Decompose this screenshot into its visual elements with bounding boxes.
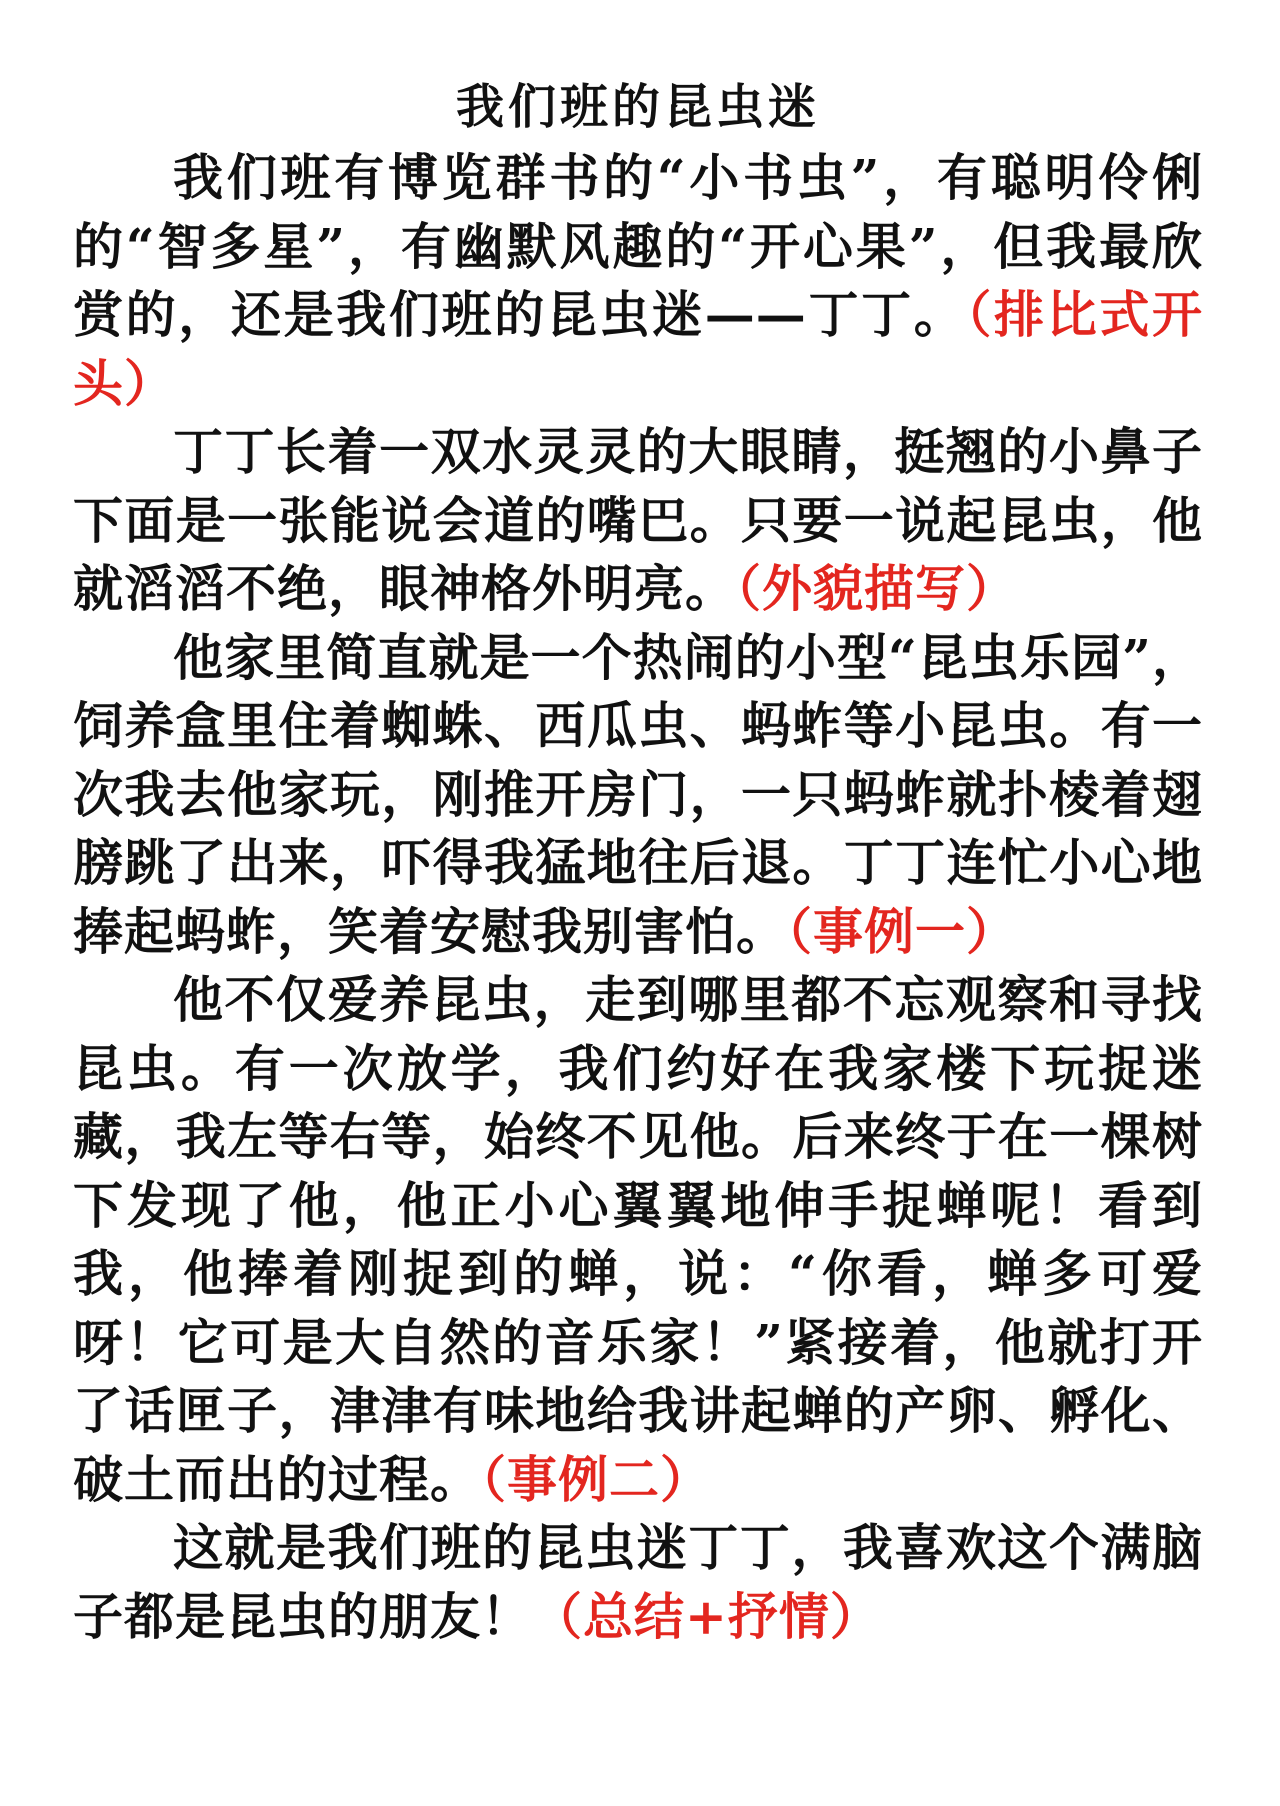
paragraph-text: 丁丁长着一双水灵灵的大眼睛，挺翘的小鼻子下面是一张能说会道的嘴巴。只要一说起昆虫，他就滔滔不绝，眼神格外明亮。 — [73, 422, 1203, 618]
annotation-note: （事例一） — [787, 901, 1017, 961]
paragraph-text: 他家里简直就是一个热闹的小型“昆虫乐园”，饲养盒里住着蜘蛛、西瓜虫、蚂蚱等小昆虫。有一次我去他家玩，刚推开房门，一只蚂蚱就扑棱着翅膀跳了出来，吓得我猛地往后退。丁丁连忙小心地捧起蚂蚱，笑着安慰我别害怕。 — [73, 627, 1203, 961]
annotation-note: （事例二） — [481, 1449, 711, 1509]
annotation-note: （总结+抒情） — [532, 1586, 881, 1646]
paragraph-opening — [73, 144, 1203, 418]
paragraph-text: 他不仅爱养昆虫，走到哪里都不忘观察和寻找昆虫。有一次放学，我们约好在我家楼下玩捉迷藏，我左等右等，始终不见他。后来终于在一棵树下发现了他，他正小心翼翼地伸手捉蝉呢！看到我，他捧着刚捉到的蝉，说：“你看，蝉多可爱呀！它可是大自然的音乐家！”紧接着，他就打开了话匣子，津津有味地给我讲起蝉的产卵、孵化、破土而出的过程。 — [73, 970, 1203, 1509]
essay-title: 我们班的昆虫迷 — [455, 79, 820, 135]
essay — [73, 72, 1203, 1651]
annotation-note: （外貌描写） — [736, 559, 1017, 618]
annotation-note: （排比式开头） — [73, 285, 1204, 413]
paragraph-text: 这就是我们班的昆虫迷丁丁，我喜欢这个满脑子都是昆虫的朋友！ — [73, 1518, 1203, 1646]
paragraph-example-two — [73, 966, 1203, 1514]
paragraph-example-one — [73, 624, 1203, 967]
paragraph-text: 我们班有博览群书的“小书虫”，有聪明伶俐的“智多星”，有幽默风趣的“开心果”，但我最欣赏的，还是我们班的昆虫迷——丁丁。 — [73, 148, 1203, 344]
paragraph-appearance — [73, 418, 1203, 624]
paragraph-conclusion — [73, 1514, 1203, 1651]
